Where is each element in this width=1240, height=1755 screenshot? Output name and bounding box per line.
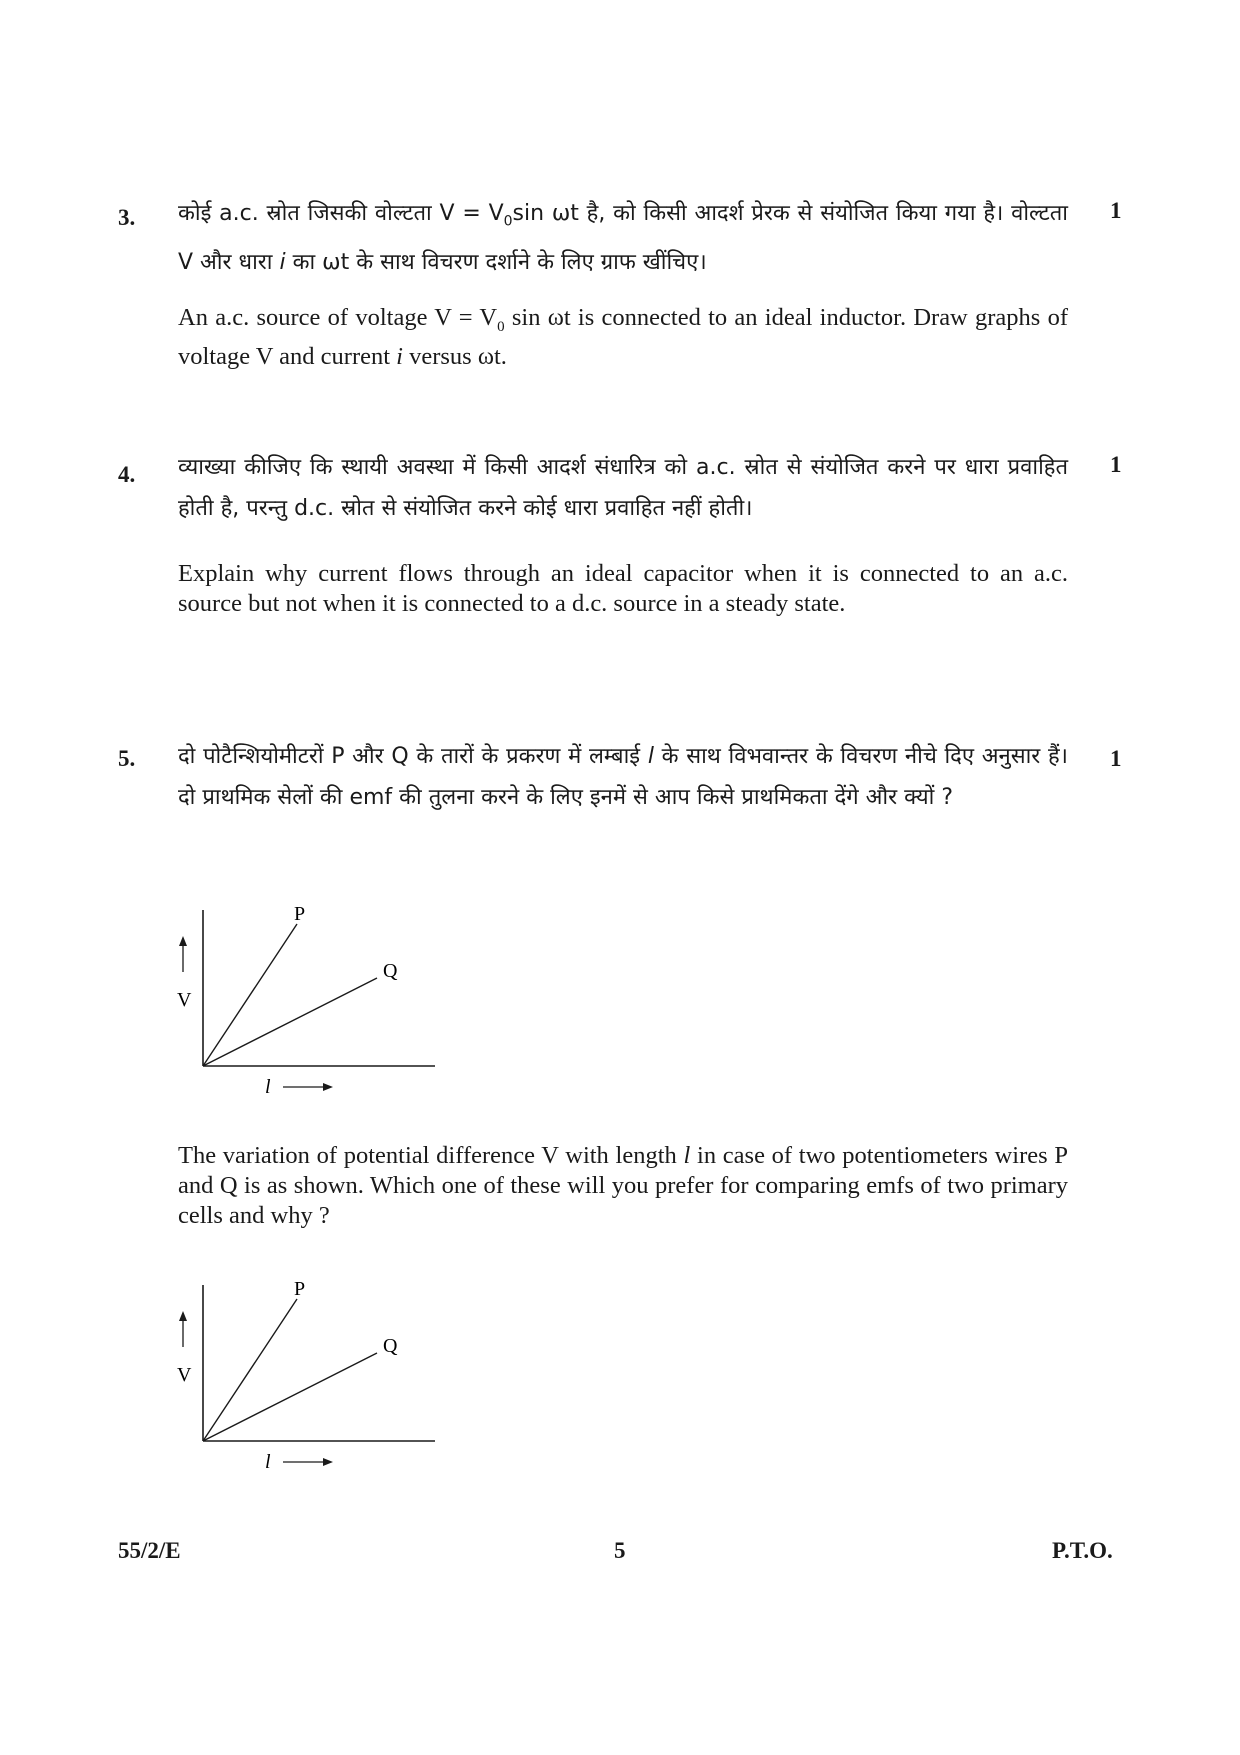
- please-turn-over: P.T.O.: [1052, 1538, 1113, 1563]
- potentiometer-graph: [165, 900, 455, 1100]
- line-q: [203, 978, 377, 1066]
- question-number: 5.: [118, 746, 136, 771]
- y-arrowhead-icon: [179, 936, 187, 946]
- question-number: 3.: [118, 205, 136, 230]
- marks: 1: [1110, 452, 1122, 477]
- x-label: l: [265, 1451, 271, 1473]
- question-text-hindi: दो पोटैन्शियोमीटरों P और Q के तारों के प्रकरण में लम्बाई l के साथ विभवान्तर के विचरण नीचे दिए अनुसार हैं। दो प्राथमिक सेलों की emf की तुलना करने के लिए इनमें से आप किसे प्राथमिकता देंगे और क्यों ?: [178, 744, 1068, 810]
- question-number: 4.: [118, 462, 136, 487]
- x-arrowhead-icon: [323, 1083, 333, 1091]
- potentiometer-graph: [165, 1275, 455, 1475]
- question-text-hindi: व्याख्या कीजिए कि स्थायी अवस्था में किसी आदर्श संधारित्र को a.c. स्रोत से संयोजित करने पर धारा प्रवाहित होती है, परन्तु d.c. स्रोत से संयोजित करने कोई धारा प्रवाहित नहीं होती।: [178, 455, 1068, 521]
- question-text-english: The variation of potential difference V with length l in case of two potentiometers wires P and Q is as shown. Which one of these will you prefer for comparing emfs of two primary cells and why ?: [178, 1142, 1068, 1229]
- label-p: P: [294, 903, 306, 925]
- label-q: Q: [383, 960, 398, 982]
- marks: 1: [1110, 746, 1122, 771]
- marks: 1: [1110, 198, 1122, 223]
- y-label: V: [177, 989, 192, 1011]
- paper-code: 55/2/E: [118, 1538, 181, 1563]
- label-q: Q: [383, 1335, 398, 1357]
- question-text-english: Explain why current flows through an ideal capacitor when it is connected to an a.c. source but not when it is connected to a d.c. source in a steady state.: [178, 560, 1068, 617]
- question-text-hindi: कोई a.c. स्रोत जिसकी वोल्टता $V = V_0\sin$ ωt है, को किसी आदर्श प्रेरक से संयोजित किया गया है। वोल्टता V और धारा i का ωt के साथ विचरण दर्शाने के लिए ग्राफ खींचिए।: [178, 201, 1068, 276]
- line-p: [203, 1299, 297, 1441]
- line-q: [203, 1353, 377, 1441]
- line-p: [203, 924, 297, 1066]
- y-arrowhead-icon: [179, 1311, 187, 1321]
- x-arrowhead-icon: [323, 1458, 333, 1466]
- x-label: l: [265, 1076, 271, 1098]
- label-p: P: [294, 1278, 306, 1300]
- question-text-english: An a.c. source of voltage $V = V_0$ sin ωt is connected to an ideal inductor. Draw graphs of voltage V and current i versus ωt.: [178, 304, 1069, 370]
- page-number: 5: [614, 1538, 626, 1563]
- y-label: V: [177, 1364, 192, 1386]
